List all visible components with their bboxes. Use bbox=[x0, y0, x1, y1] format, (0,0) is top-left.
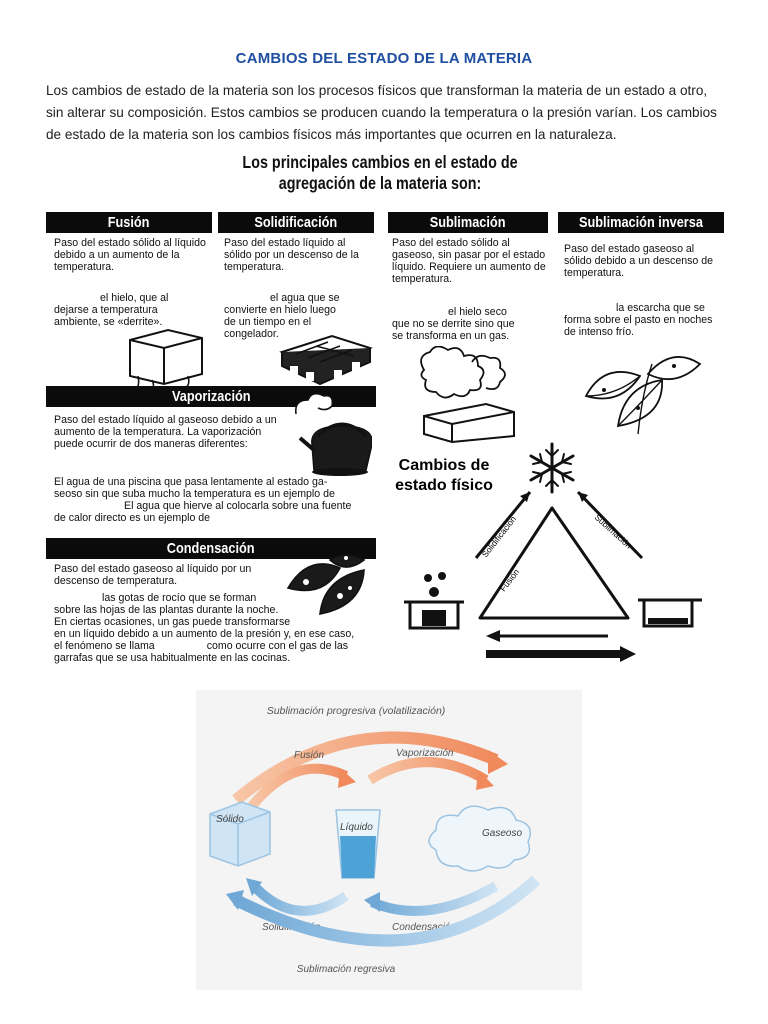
bottom-arc-label: Sublimación regresiva bbox=[296, 964, 396, 975]
liquido-label: Líquido bbox=[340, 822, 373, 833]
top-arc-label: Sublimación progresiva (volatilización) bbox=[266, 705, 446, 717]
condensacion-definition: Paso del estado gaseoso al líquido por un descenso de temperatura. bbox=[54, 563, 252, 587]
condensacion-line-6: como ocurre con el gas de las bbox=[206, 640, 349, 652]
liquid-pan-icon bbox=[638, 600, 702, 626]
cycle-title-line1: Cambios de bbox=[398, 457, 490, 474]
gaseoso-label: Gaseoso bbox=[482, 828, 523, 839]
sublimacion-inversa-header: Sublimación inversa bbox=[558, 212, 724, 233]
state-transitions-diagram bbox=[196, 690, 582, 990]
bottom-arrowhead-right bbox=[620, 646, 636, 662]
dry-ice-icon bbox=[410, 346, 520, 444]
condensacion-line-3: En ciertas ocasiones, un gas puede transformarse bbox=[54, 616, 291, 628]
sublimacion-header: Sublimación bbox=[388, 212, 548, 233]
condensacion-example-text bbox=[54, 592, 370, 664]
solidificacion-header: Solidificación bbox=[218, 212, 374, 233]
ice-tray-icon bbox=[276, 326, 374, 388]
vaporizacion-line-4: de calor directo es un ejemplo de bbox=[54, 512, 211, 524]
solidificacion-definition: Paso del estado líquido al sólido por un descenso de la temperatura. bbox=[224, 237, 359, 273]
sublimacion-example: el hielo seco que no se derrite sino que se transforma en un gas. bbox=[392, 306, 515, 342]
condensacion-line-2: sobre las hojas de las plantas durante la noche. bbox=[54, 604, 279, 616]
fusion-definition: Paso del estado sólido al líquido debido a un aumento de la temperatura. bbox=[54, 237, 206, 273]
document-title: CAMBIOS DEL ESTADO DE LA MATERIA bbox=[235, 50, 533, 67]
vaporizacion-line-3: El agua que hierve al colocarla sobre una fuente bbox=[124, 500, 352, 512]
condensacion-header: Condensación bbox=[46, 538, 376, 559]
kettle-icon bbox=[292, 392, 372, 478]
solid-cube-icon bbox=[210, 802, 270, 866]
cycle-title-line2: estado físico bbox=[395, 477, 493, 494]
cycle-label-sublimacion: Sublimación bbox=[592, 512, 634, 551]
condensacion-line-5-6 bbox=[54, 640, 370, 652]
condensacion-line-5: el fenómeno se llama bbox=[54, 640, 155, 652]
bottom-arrow-right bbox=[486, 650, 622, 658]
sublimacion-definition: Paso del estado sólido al gaseoso, sin pasar por el estado líquido. Requiere un aumento de temperatura. bbox=[392, 237, 546, 285]
vaporizacion-evaporation-text bbox=[54, 476, 374, 524]
condensacion-line-1: las gotas de rocío que se forman bbox=[102, 592, 257, 604]
fusion-label: Fusión bbox=[294, 750, 325, 761]
sublimacion-inversa-definition: Paso del estado gaseoso al sólido debido a un descenso de temperatura. bbox=[564, 243, 714, 279]
vaporizacion-line-1: El agua de una piscina que pasa lentamente al estado ga- bbox=[54, 476, 328, 488]
bottom-arrowhead-left bbox=[486, 630, 500, 642]
solidificacion-example: el agua que se convierte en hielo luego de un tiempo en el congelador. bbox=[224, 292, 340, 340]
poster-title-line1: Los principales cambios en el estado de bbox=[242, 152, 518, 172]
frost-leaves-icon bbox=[578, 346, 708, 436]
vaporizacion-line-2: seoso sin que suba mucho la temperatura es un ejemplo de bbox=[54, 488, 335, 500]
state-cycle-diagram bbox=[380, 440, 724, 670]
fusion-example: el hielo, que al dejarse a temperatura ambiente, se «derrite». bbox=[54, 292, 169, 328]
sublimacion-inversa-example: la escarcha que se forma sobre el pasto en noches de intenso frío. bbox=[564, 302, 713, 338]
cycle-label-fusion: Fusión bbox=[497, 566, 522, 594]
vaporizacion-header: Vaporización bbox=[46, 386, 376, 407]
fusion-header: Fusión bbox=[46, 212, 212, 233]
condensacion-line-4: en un líquido debido a un aumento de la presión y, en ese caso, bbox=[54, 628, 355, 640]
condensacion-line-7: garrafas que se usa habitualmente en las cocinas. bbox=[54, 652, 291, 664]
condensacion-label: Condensación bbox=[392, 922, 456, 933]
glass-of-water-icon bbox=[336, 810, 380, 878]
solidificacion-label: Solidificación bbox=[262, 922, 321, 933]
intro-paragraph: Los cambios de estado de la materia son los procesos físicos que transforman la materia de un estado a otro, sin alterar su composición. Estos cambios se producen cuando la temperatura o la presión varían. Los cambios de estado de la materia son los cambios físicos más importantes que ocurren en la naturaleza. bbox=[46, 83, 717, 142]
cycle-label-solidificacion: Solidificación bbox=[479, 513, 519, 560]
poster-title-line2: agregación de la materia son: bbox=[278, 173, 482, 193]
vaporizacion-definition: Paso del estado líquido al gaseoso debido a un aumento de la temperatura. La vaporización puede ocurrir de dos maneras diferentes: bbox=[54, 414, 277, 450]
vaporizacion-label: Vaporización bbox=[396, 748, 454, 759]
solid-pan-icon bbox=[404, 572, 464, 628]
snowflake-icon bbox=[531, 444, 573, 492]
solido-label: Sólido bbox=[216, 814, 244, 825]
ice-cube-icon bbox=[118, 318, 210, 388]
poster-title bbox=[232, 152, 527, 194]
